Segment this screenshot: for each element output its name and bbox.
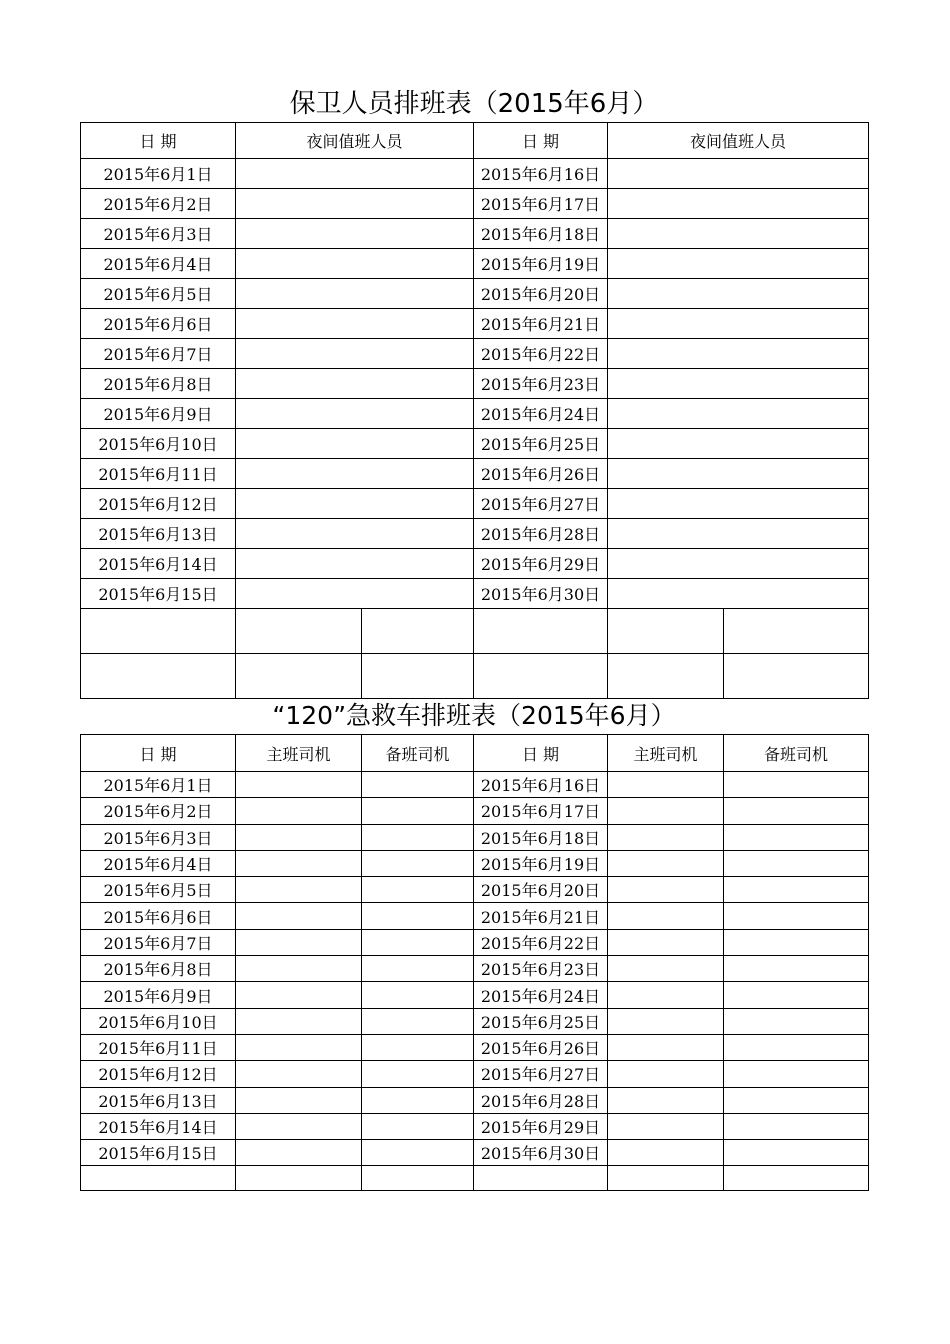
empty-cell[interactable]: [608, 609, 724, 654]
date-cell: 2015年6月11日: [81, 459, 236, 489]
main-driver-cell[interactable]: [236, 1140, 362, 1166]
date-cell: 2015年6月2日: [81, 798, 236, 824]
backup-driver-cell[interactable]: [724, 850, 869, 876]
date-cell: 2015年6月24日: [474, 982, 608, 1008]
date-cell: 2015年6月26日: [474, 1034, 608, 1060]
table-row: [81, 369, 869, 399]
date-cell: 2015年6月15日: [81, 1140, 236, 1166]
backup-driver-cell[interactable]: [362, 877, 474, 903]
table-row: [81, 1008, 869, 1034]
main-driver-cell[interactable]: [236, 824, 362, 850]
duty-cell[interactable]: [608, 429, 869, 459]
main-driver-cell[interactable]: [236, 1008, 362, 1034]
security-schedule-table: [80, 122, 869, 699]
backup-driver-cell[interactable]: [724, 1061, 869, 1087]
main-driver-header: 主班司机: [236, 735, 362, 772]
main-driver-cell[interactable]: [608, 877, 724, 903]
date-cell: 2015年6月17日: [474, 798, 608, 824]
main-driver-cell[interactable]: [608, 798, 724, 824]
table-row: [81, 399, 869, 429]
main-driver-cell[interactable]: [236, 929, 362, 955]
table-row: [81, 579, 869, 609]
duty-cell[interactable]: [236, 159, 474, 189]
empty-cell[interactable]: [362, 609, 474, 654]
date-cell: 2015年6月10日: [81, 429, 236, 459]
ambulance-schedule-title: “120”急救车排班表（2015年6月）: [272, 701, 676, 730]
date-header: 日 期: [81, 123, 236, 159]
empty-cell[interactable]: [724, 1166, 869, 1191]
main-driver-cell[interactable]: [608, 903, 724, 929]
duty-cell[interactable]: [236, 399, 474, 429]
date-cell: 2015年6月20日: [474, 877, 608, 903]
table-row: [81, 429, 869, 459]
main-driver-cell[interactable]: [236, 798, 362, 824]
date-cell: 2015年6月27日: [474, 1061, 608, 1087]
date-cell: 2015年6月20日: [474, 279, 608, 309]
date-cell: 2015年6月1日: [81, 159, 236, 189]
duty-cell[interactable]: [236, 309, 474, 339]
backup-driver-cell[interactable]: [724, 982, 869, 1008]
ambulance-schedule-table: [80, 734, 869, 1191]
backup-driver-cell[interactable]: [362, 903, 474, 929]
backup-driver-cell[interactable]: [724, 903, 869, 929]
backup-driver-cell[interactable]: [362, 1113, 474, 1139]
empty-cell[interactable]: [724, 654, 869, 699]
main-driver-cell[interactable]: [236, 850, 362, 876]
date-cell: 2015年6月7日: [81, 929, 236, 955]
table-row: [81, 339, 869, 369]
duty-cell[interactable]: [236, 459, 474, 489]
security-schedule-title: 保卫人员排班表（2015年6月）: [289, 89, 659, 119]
backup-driver-cell[interactable]: [362, 1008, 474, 1034]
main-driver-cell[interactable]: [236, 1061, 362, 1087]
duty-cell[interactable]: [236, 549, 474, 579]
date-cell: 2015年6月29日: [474, 1113, 608, 1139]
date-cell: 2015年6月19日: [474, 850, 608, 876]
date-cell: 2015年6月25日: [474, 429, 608, 459]
header-row: [81, 123, 869, 159]
duty-cell[interactable]: [608, 459, 869, 489]
backup-driver-cell[interactable]: [724, 798, 869, 824]
date-cell: 2015年6月8日: [81, 956, 236, 982]
date-cell: 2015年6月16日: [474, 772, 608, 798]
date-cell: 2015年6月3日: [81, 824, 236, 850]
backup-driver-cell[interactable]: [724, 1087, 869, 1113]
backup-driver-cell[interactable]: [362, 982, 474, 1008]
table-row: [81, 877, 869, 903]
table-row: [81, 772, 869, 798]
empty-cell[interactable]: [81, 1166, 236, 1191]
duty-cell[interactable]: [608, 519, 869, 549]
empty-cell[interactable]: [236, 654, 362, 699]
backup-driver-header: 备班司机: [362, 735, 474, 772]
duty-cell[interactable]: [236, 519, 474, 549]
duty-cell[interactable]: [608, 189, 869, 219]
main-driver-cell[interactable]: [608, 929, 724, 955]
duty-cell[interactable]: [608, 159, 869, 189]
main-driver-cell[interactable]: [236, 1113, 362, 1139]
main-driver-header: 主班司机: [608, 735, 724, 772]
main-driver-cell[interactable]: [608, 824, 724, 850]
duty-cell[interactable]: [236, 279, 474, 309]
table-row: [81, 309, 869, 339]
date-cell: 2015年6月30日: [474, 1140, 608, 1166]
date-cell: 2015年6月16日: [474, 159, 608, 189]
main-driver-cell[interactable]: [608, 1087, 724, 1113]
date-cell: 2015年6月19日: [474, 249, 608, 279]
duty-cell[interactable]: [608, 309, 869, 339]
date-cell: 2015年6月5日: [81, 877, 236, 903]
empty-cell[interactable]: [474, 654, 608, 699]
date-cell: 2015年6月9日: [81, 982, 236, 1008]
date-cell: 2015年6月28日: [474, 519, 608, 549]
date-cell: 2015年6月1日: [81, 772, 236, 798]
duty-cell[interactable]: [608, 579, 869, 609]
date-cell: 2015年6月4日: [81, 249, 236, 279]
table-row: [81, 798, 869, 824]
date-cell: 2015年6月3日: [81, 219, 236, 249]
table-row: [81, 1140, 869, 1166]
backup-driver-cell[interactable]: [362, 1061, 474, 1087]
table-row: [81, 489, 869, 519]
backup-driver-cell[interactable]: [362, 824, 474, 850]
duty-cell[interactable]: [608, 279, 869, 309]
backup-driver-cell[interactable]: [362, 798, 474, 824]
date-cell: 2015年6月22日: [474, 929, 608, 955]
empty-cell[interactable]: [362, 1166, 474, 1191]
duty-cell[interactable]: [608, 369, 869, 399]
empty-cell[interactable]: [474, 609, 608, 654]
empty-row: [81, 654, 869, 699]
duty-cell[interactable]: [236, 219, 474, 249]
date-cell: 2015年6月7日: [81, 339, 236, 369]
duty-header: 夜间值班人员: [608, 123, 869, 159]
date-cell: 2015年6月13日: [81, 519, 236, 549]
backup-driver-cell[interactable]: [724, 1034, 869, 1060]
empty-cell[interactable]: [474, 1166, 608, 1191]
date-cell: 2015年6月6日: [81, 309, 236, 339]
date-cell: 2015年6月5日: [81, 279, 236, 309]
duty-cell[interactable]: [236, 249, 474, 279]
table-row: [81, 850, 869, 876]
empty-cell[interactable]: [608, 1166, 724, 1191]
main-driver-cell[interactable]: [608, 1113, 724, 1139]
table-row: [81, 219, 869, 249]
backup-driver-cell[interactable]: [362, 850, 474, 876]
backup-driver-cell[interactable]: [724, 956, 869, 982]
backup-driver-cell[interactable]: [362, 1140, 474, 1166]
duty-cell[interactable]: [608, 219, 869, 249]
main-driver-cell[interactable]: [236, 903, 362, 929]
date-cell: 2015年6月8日: [81, 369, 236, 399]
duty-cell[interactable]: [608, 489, 869, 519]
date-cell: 2015年6月21日: [474, 903, 608, 929]
duty-cell[interactable]: [608, 549, 869, 579]
backup-driver-cell[interactable]: [724, 1008, 869, 1034]
empty-row: [81, 609, 869, 654]
date-cell: 2015年6月14日: [81, 549, 236, 579]
empty-cell[interactable]: [362, 654, 474, 699]
table-row: [81, 982, 869, 1008]
date-cell: 2015年6月10日: [81, 1008, 236, 1034]
table-row: [81, 549, 869, 579]
date-cell: 2015年6月30日: [474, 579, 608, 609]
date-cell: 2015年6月15日: [81, 579, 236, 609]
date-cell: 2015年6月18日: [474, 824, 608, 850]
empty-cell[interactable]: [724, 609, 869, 654]
header-row: [81, 735, 869, 772]
backup-driver-cell[interactable]: [724, 929, 869, 955]
table-row: [81, 159, 869, 189]
duty-cell[interactable]: [236, 339, 474, 369]
table-row: [81, 1113, 869, 1139]
date-cell: 2015年6月28日: [474, 1087, 608, 1113]
table-row: [81, 1087, 869, 1113]
date-cell: 2015年6月21日: [474, 309, 608, 339]
duty-cell[interactable]: [236, 429, 474, 459]
backup-driver-cell[interactable]: [362, 1087, 474, 1113]
main-driver-cell[interactable]: [608, 1008, 724, 1034]
date-header: 日 期: [474, 123, 608, 159]
table-row: [81, 249, 869, 279]
duty-header: 夜间值班人员: [236, 123, 474, 159]
backup-driver-cell[interactable]: [362, 1034, 474, 1060]
table-row: [81, 824, 869, 850]
date-cell: 2015年6月14日: [81, 1113, 236, 1139]
date-cell: 2015年6月12日: [81, 489, 236, 519]
table-row: [81, 929, 869, 955]
main-driver-cell[interactable]: [236, 956, 362, 982]
main-driver-cell[interactable]: [608, 982, 724, 1008]
duty-cell[interactable]: [608, 249, 869, 279]
table-row: [81, 903, 869, 929]
table-row: [81, 189, 869, 219]
date-cell: 2015年6月25日: [474, 1008, 608, 1034]
table-row: [81, 1061, 869, 1087]
main-driver-cell[interactable]: [608, 956, 724, 982]
backup-driver-cell[interactable]: [362, 772, 474, 798]
backup-driver-cell[interactable]: [362, 929, 474, 955]
main-driver-cell[interactable]: [608, 1140, 724, 1166]
date-cell: 2015年6月4日: [81, 850, 236, 876]
duty-cell[interactable]: [236, 189, 474, 219]
table-row: [81, 519, 869, 549]
backup-driver-cell[interactable]: [724, 877, 869, 903]
empty-cell[interactable]: [236, 609, 362, 654]
empty-row: [81, 1166, 869, 1191]
table-row: [81, 459, 869, 489]
date-cell: 2015年6月9日: [81, 399, 236, 429]
backup-driver-cell[interactable]: [724, 824, 869, 850]
empty-cell[interactable]: [81, 609, 236, 654]
date-cell: 2015年6月23日: [474, 956, 608, 982]
main-driver-cell[interactable]: [236, 1034, 362, 1060]
main-driver-cell[interactable]: [236, 877, 362, 903]
date-cell: 2015年6月23日: [474, 369, 608, 399]
main-driver-cell[interactable]: [608, 1034, 724, 1060]
date-cell: 2015年6月29日: [474, 549, 608, 579]
duty-cell[interactable]: [608, 399, 869, 429]
main-driver-cell[interactable]: [236, 982, 362, 1008]
backup-driver-header: 备班司机: [724, 735, 869, 772]
empty-cell[interactable]: [608, 654, 724, 699]
duty-cell[interactable]: [608, 339, 869, 369]
main-driver-cell[interactable]: [236, 1087, 362, 1113]
backup-driver-cell[interactable]: [724, 772, 869, 798]
date-cell: 2015年6月6日: [81, 903, 236, 929]
duty-cell[interactable]: [236, 579, 474, 609]
main-driver-cell[interactable]: [236, 772, 362, 798]
date-cell: 2015年6月17日: [474, 189, 608, 219]
table-row: [81, 956, 869, 982]
main-driver-cell[interactable]: [608, 1061, 724, 1087]
table-row: [81, 1034, 869, 1060]
date-cell: 2015年6月18日: [474, 219, 608, 249]
main-driver-cell[interactable]: [608, 850, 724, 876]
date-cell: 2015年6月13日: [81, 1087, 236, 1113]
empty-cell[interactable]: [81, 654, 236, 699]
main-driver-cell[interactable]: [608, 772, 724, 798]
backup-driver-cell[interactable]: [724, 1113, 869, 1139]
date-cell: 2015年6月26日: [474, 459, 608, 489]
date-cell: 2015年6月2日: [81, 189, 236, 219]
date-cell: 2015年6月22日: [474, 339, 608, 369]
backup-driver-cell[interactable]: [362, 956, 474, 982]
date-header: 日 期: [81, 735, 236, 772]
date-cell: 2015年6月27日: [474, 489, 608, 519]
date-header: 日 期: [474, 735, 608, 772]
duty-cell[interactable]: [236, 369, 474, 399]
date-cell: 2015年6月12日: [81, 1061, 236, 1087]
backup-driver-cell[interactable]: [724, 1140, 869, 1166]
table-row: [81, 279, 869, 309]
duty-cell[interactable]: [236, 489, 474, 519]
date-cell: 2015年6月11日: [81, 1034, 236, 1060]
empty-cell[interactable]: [236, 1166, 362, 1191]
date-cell: 2015年6月24日: [474, 399, 608, 429]
